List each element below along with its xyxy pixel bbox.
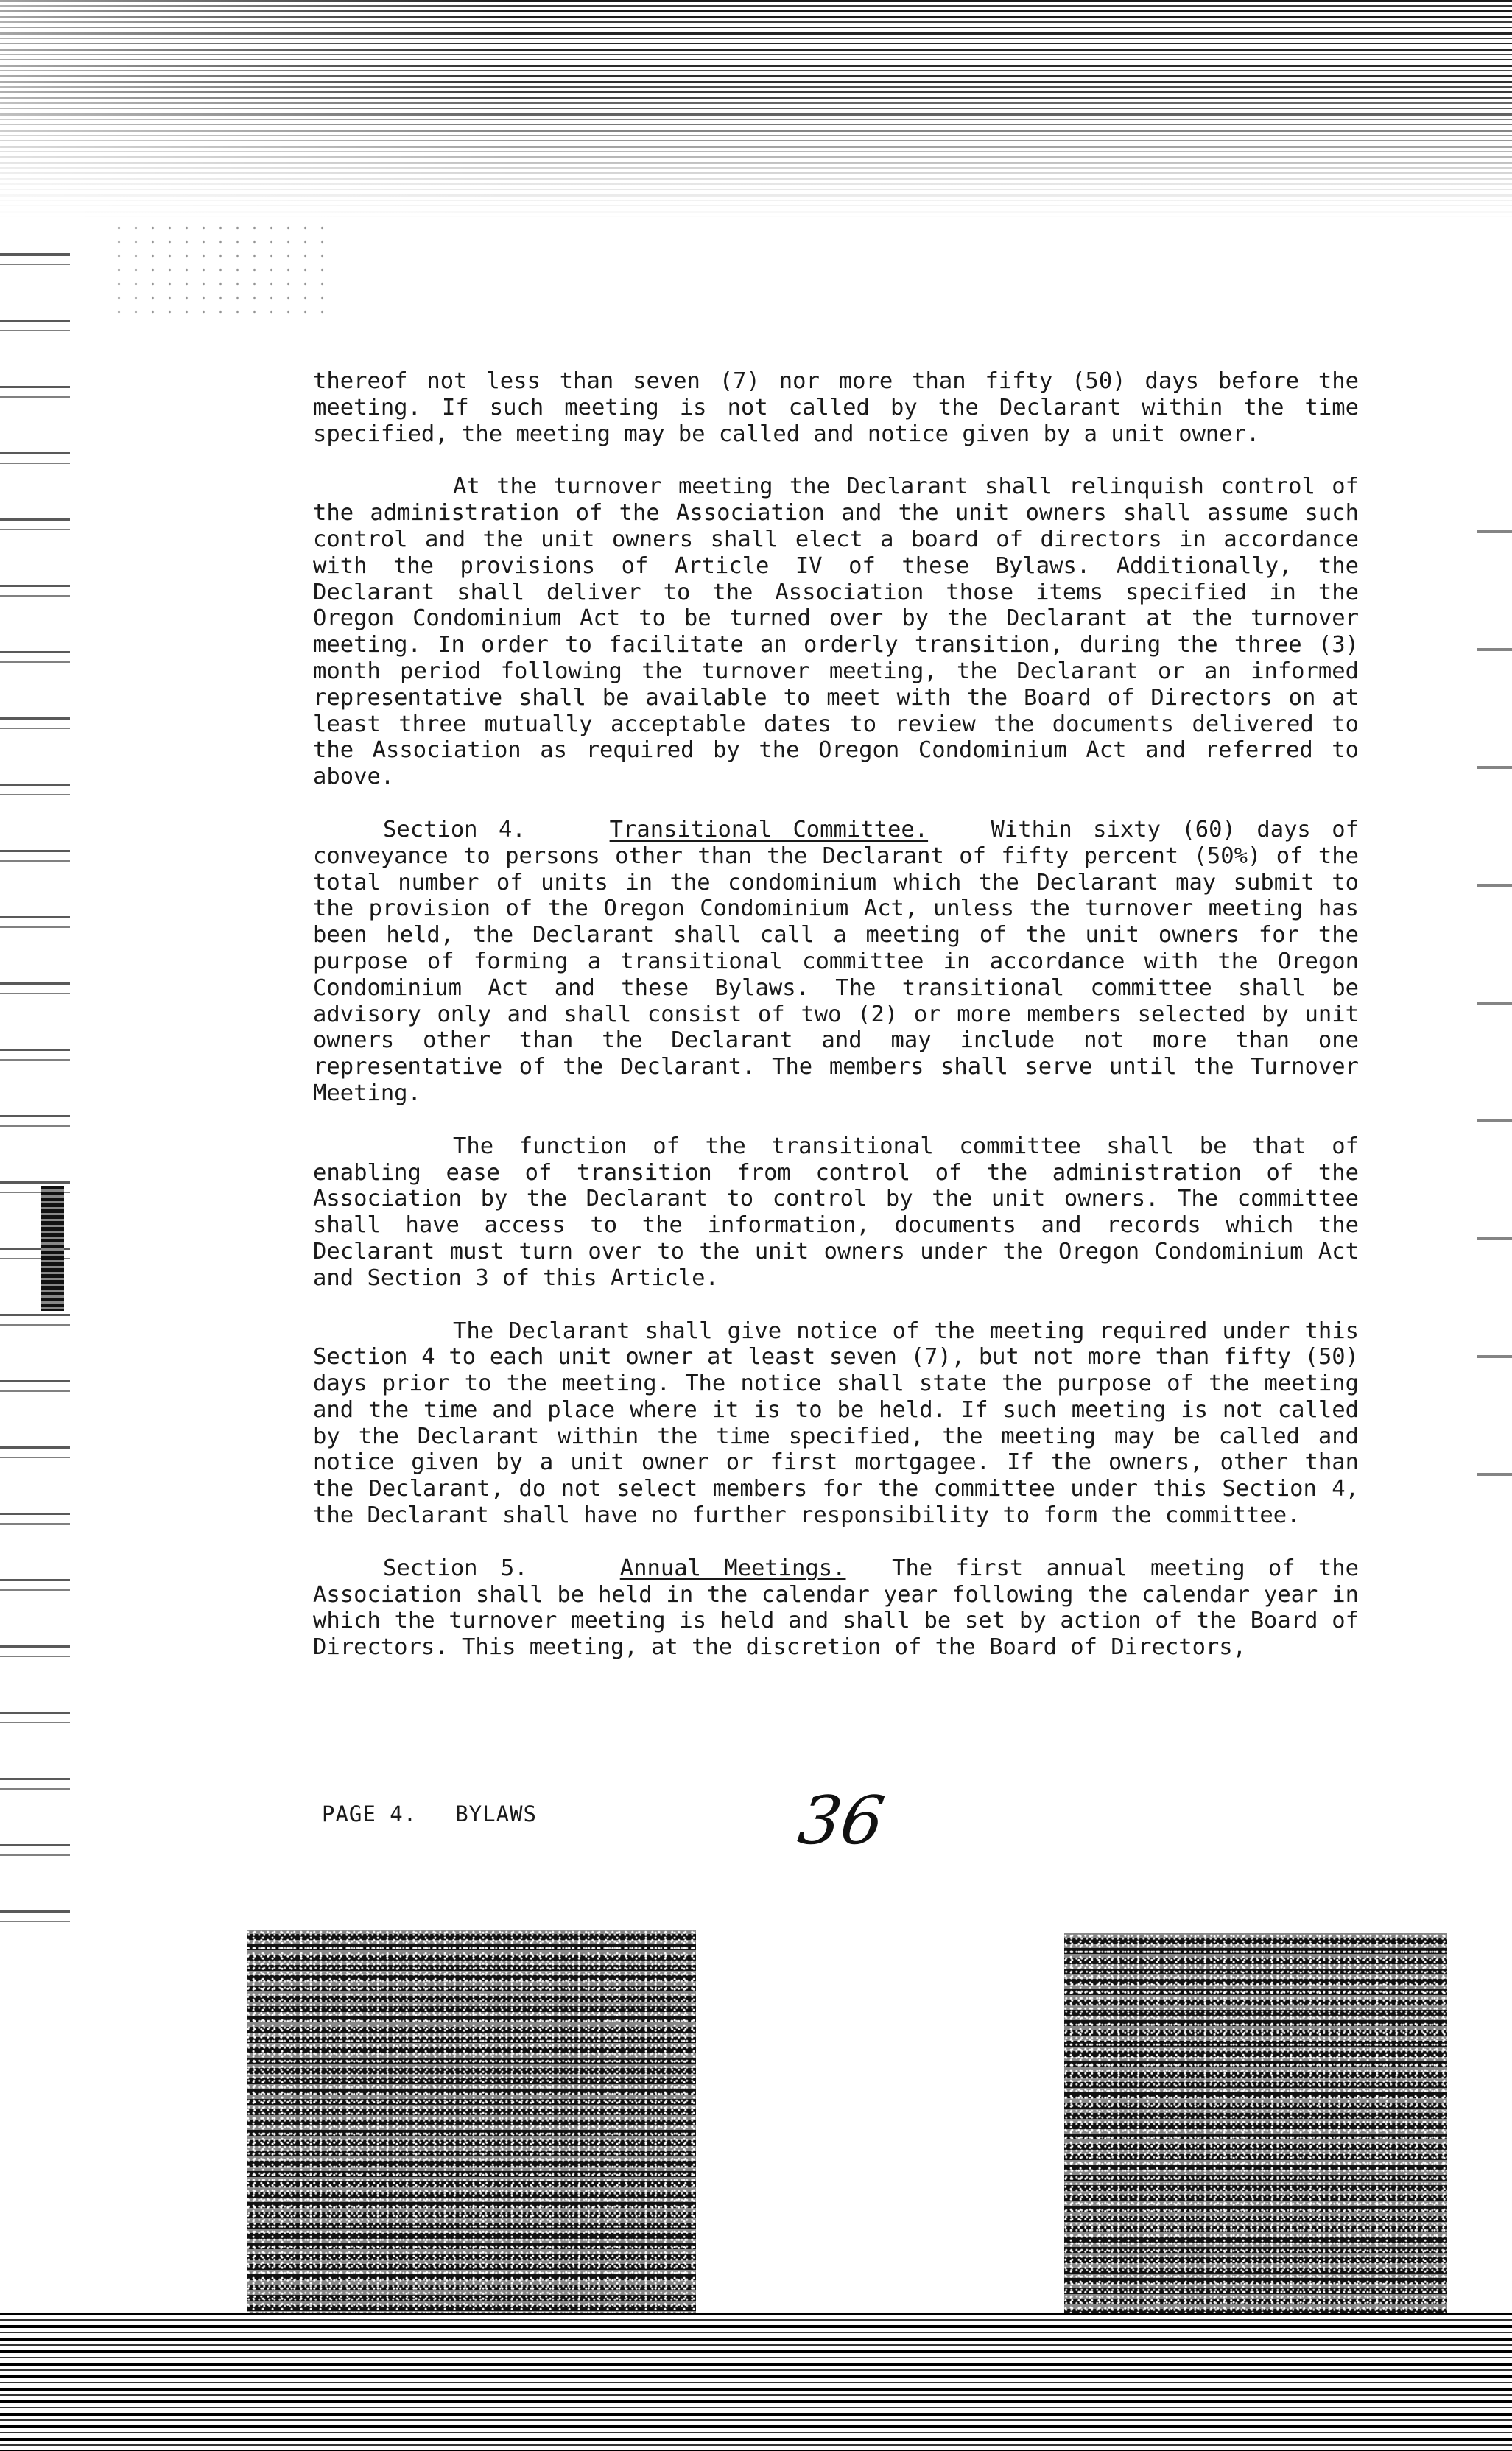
scan-noise-block-left-stripes bbox=[247, 1930, 696, 2327]
section-4-number: Section 4. bbox=[383, 816, 526, 843]
right-margin-marks bbox=[1477, 442, 1512, 1547]
paragraph-committee-notice: The Declarant shall give notice of the meeting required under this Section 4 to each unit owner at least seven (7), but not more than fifty (50) days prior to the meeting. The notice shall state the purpose of the meeting and the time and place where it is to be held. If such meeting is not called by the Declarant within the time specified, the meeting may be called and notice given by a unit owner or first mortgagee. If the owners, other than the Declarant, do not select members for the committee under this Section 4, the Declarant shall have no further responsibility to form the committee. bbox=[313, 1318, 1359, 1529]
handwritten-page-number: 36 bbox=[793, 1782, 889, 1860]
scan-noise-block-right-stripes bbox=[1064, 1933, 1447, 2327]
scan-specks bbox=[110, 221, 331, 324]
paragraph-turnover-meeting: At the turnover meeting the Declarant shall relinquish control of the administration of the Association and the unit owners shall assume such control and the unit owners shall elect a board of directors in accordance with the provisions of Article IV of these Bylaws. Additionally, the Declarant shall deliver to the Association those items specified in the Oregon Condominium Act to be turned over by the Declarant at the turnover meeting. In order to facilitate an orderly transition, during the three (3) month period following the turnover meeting, the Declarant or an informed representative shall be available to meet with the Board of Directors on at least three mutually acceptable dates to review the documents delivered to the Association as required by the Oregon Condominium Act and referred to above. bbox=[313, 474, 1359, 790]
section-5-text: The first annual meeting of the Association shall be held in the calendar year following the calendar year in which the turnover meeting is held and shall be set by action of the Board of Directors. This meeting, at the discretion of the Board of Directors, bbox=[313, 1555, 1359, 1661]
page-footer bbox=[322, 1801, 575, 1826]
paragraph-continuation: thereof not less than seven (7) nor more than fifty (50) days before the meeting. If such meeting is not called by the Declarant within the time specified, the meeting may be called and notice given by a unit owner. bbox=[313, 368, 1359, 447]
footer-page-label: PAGE 4. bbox=[322, 1801, 418, 1826]
section-5-paragraph bbox=[313, 1555, 1359, 1661]
footer-doc-label: BYLAWS bbox=[455, 1801, 537, 1826]
left-margin-bar bbox=[41, 1186, 64, 1311]
section-4-text: Within sixty (60) days of conveyance to persons other than the Declarant of fifty percent (50%) of the total number of units in the condominium which the Declarant may submit to the provision of the Oregon Condominium Act, unless the turnover meeting has been held, the Declarant shall call a meeting of the unit owners for the purpose of forming a transitional committee in accordance with the Oregon Condominium Act and these Bylaws. The transitional committee shall be advisory only and shall consist of two (2) or more members selected by unit owners other than the Declarant and may include not more than one representative of the Declarant. The members shall serve until the Turnover Meeting. bbox=[313, 816, 1359, 1106]
section-5-number: Section 5. bbox=[383, 1555, 528, 1581]
scan-noise-bottom bbox=[0, 2313, 1512, 2451]
scan-noise-top-mask bbox=[0, 0, 516, 221]
left-margin-marks bbox=[0, 221, 70, 1930]
document-body bbox=[313, 368, 1359, 1661]
section-4-heading: Transitional Committee. bbox=[609, 816, 929, 843]
section-4-paragraph bbox=[313, 817, 1359, 1107]
section-5-heading: Annual Meetings. bbox=[619, 1555, 846, 1581]
paragraph-committee-function: The function of the transitional committee shall be that of enabling ease of transition from control of the administration of the Association by the Declarant to control by the unit owners. The committee shall have access to the information, documents and records which the Declarant must turn over to the unit owners under the Oregon Condominium Act and Section 3 of this Article. bbox=[313, 1133, 1359, 1291]
